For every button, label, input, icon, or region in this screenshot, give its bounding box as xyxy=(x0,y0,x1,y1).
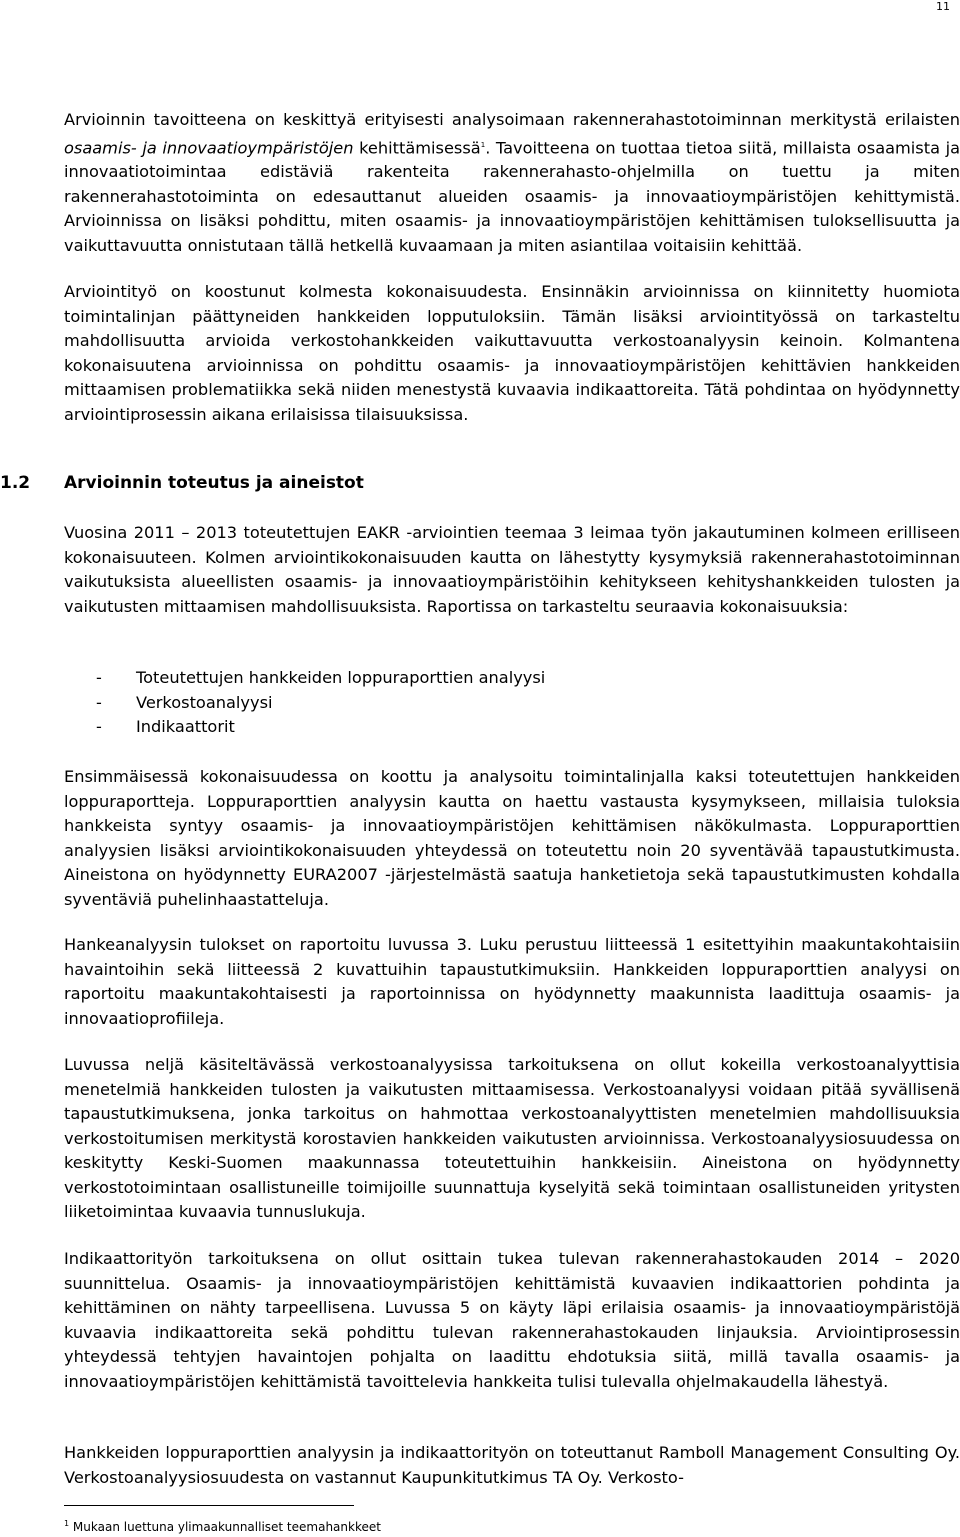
paragraph-authors: Hankkeiden loppuraporttien analyysin ja indikaattorityön on toteuttanut Ramboll Management Consulting Oy. Verkostoanalyysiosuudesta on vastannut Kaupunkitutkimus TA Oy. Verkosto- xyxy=(64,1443,960,1487)
topic-list xyxy=(64,666,545,740)
paragraph-first-part: Ensimmäisessä kokonaisuudessa on koottu ja analysoitu toimintalinjalla kaksi toteutettujen hankkeiden loppuraportteja. Loppuraporttien analyysin kautta on haettu vastausta kysymykseen, millaisia tuloksia hankkeista syntyy osaamis- ja innovaatioympäristöjen kehittämisen näkökulmasta. Loppuraporttien analyysien lisäksi arviointikokonaisuuden yhteydessä on toteutettu noin 20 syventävää tapaustutkimusta. Aineistona on hyödynnetty EURA2007 -järjestelmästä saatuja hanketietoja sekä tapaustutkimusten kohdalla syventäviä puhelinhaastatteluja. xyxy=(64,767,960,909)
list-dash: - xyxy=(96,717,102,736)
intro-text-b: kehittämisessä xyxy=(353,137,481,157)
paragraph-project-analysis: Hankeanalyysin tulokset on raportoitu luvussa 3. Luku perustuu liitteessä 1 esitettyihin maakuntakohtaisiin havaintoihin sekä liitteessä 2 kuvattuihin tapaustutkimuksiin. Hankkeiden loppuraporttien analyysi on raportoitu maakuntakohtaisesti ja raportoinnissa on hyödynnetty maakunnista laadittuja osaamis- ja innovaatioprofiileja. xyxy=(64,935,960,1028)
footnote-reference: 1 xyxy=(480,140,486,149)
intro-text-a: Arvioinnin tavoitteena on keskittyä erityisesti analysoimaan rakennerahastotoiminnan merkitystä erilaisten xyxy=(64,110,960,129)
paragraph-structure: Arviointityö on koostunut kolmesta kokonaisuudesta. Ensinnäkin arvioinnissa on kiinnitetty huomiota toimintalinjan päättyneiden hankkeiden lopputuloksiin. Tämän lisäksi arviointityössä on tarkasteltu mahdollisuutta arvioida verkostohankkeiden vaikuttavuutta verkostoanalyysin keinoin. Kolmantena kokonaisuutena arvioinnissa on pohdittu osaamis- ja innovaatioympäristöjen kehittävien hankkeiden mittaamisen problematiikka sekä niiden menestystä kuvaavia indikaattoreita. Tätä pohdintaa on hyödynnetty arviointiprosessin aikana erilaisissa tilaisuuksissa. xyxy=(64,282,960,424)
intro-text-c: . Tavoitteena on tuottaa tietoa siitä, millaista osaamista ja innovaatiotoimintaa edistäviä rakenteita rakennerahasto-ohjelmilla on tuettu ja miten rakennerahastotoiminta on edesauttanut alueiden osaamis- ja innovaatioympäristöjen kehittymistä. Arvioinnissa on lisäksi pohdittu, miten osaamis- ja innovaatioympäristöjen kehittämisen tuloksellisuutta ja vaikuttavuutta onnistutaan tällä hetkellä kuvaamaan ja miten asiantilaa voitaisiin kehittää. xyxy=(64,137,960,255)
page-number: 11 xyxy=(936,0,950,13)
footnote xyxy=(64,1519,381,1534)
list-item-text: Verkostoanalyysi xyxy=(136,692,273,712)
list-item xyxy=(64,715,545,740)
paragraph-indicators: Indikaattorityön tarkoituksena on ollut osittain tukea tulevan rakennerahastokauden 2014 – 2020 suunnittelua. Osaamis- ja innovaatioympäristöjen kehittämistä kuvaavien indikaattorien pohdinta ja kehittäminen on nähty tarpeellisena. Luvussa 5 on käyty läpi erilaisia osaamis- ja innovaatioympäristöjä kuvaavia indikaattoreita sekä pohdittu tulevan rakennerahastokauden linjauksia. Arviointiprosessin yhteydessä tehtyjen havaintojen pohjalta on laadittu ehdotuksia siitä, millä tavalla osaamis- ja innovaatioympäristöjen kehittämistä tavoittelevia hankkeita tulisi tulevalla ohjelmakaudella lähestyä. xyxy=(64,1249,960,1391)
paragraph-intro xyxy=(64,108,960,258)
intro-italic-term: osaamis- ja innovaatioympäristöjen xyxy=(64,137,354,157)
footnote-divider xyxy=(64,1505,354,1506)
footnote-number: 1 xyxy=(64,1519,70,1528)
list-item-text: Indikaattorit xyxy=(136,717,235,736)
paragraph-network-analysis: Luvussa neljä käsiteltävässä verkostoanalyysissa tarkoituksena on ollut kokeilla verkostoanalyyttisia menetelmiä hankkeiden tulosten ja vaikutusten mittaamisessa. Verkostoanalyysi voidaan pitää syvällisenä tapaustutkimuksena, jonka tarkoitus on hahmottaa verkostoanalyyttisten menetelmien mahdollisuuksia verkostoitumisen merkitystä korostavien hankkeiden vaikutusten arvioinnissa. Verkostoanalyysiosuudessa on keskitytty Keski-Suomen maakunnassa toteutettuihin hankkeisiin. Aineistona on hyödynnetty verkostotoimintaan osallistuneille toimijoille suunnattuja kyselyitä sekä toimintaan osallistuneiden yritysten liiketoimintaa kuvaavia tunnuslukuja. xyxy=(64,1055,960,1221)
list-item-text: Toteutettujen hankkeiden loppuraporttien analyysi xyxy=(136,668,546,687)
paragraph-overview: Vuosina 2011 – 2013 toteutettujen EAKR -arviointien teemaa 3 leimaa työn jakautuminen kolmeen erilliseen kokonaisuuteen. Kolmen arviointikokonaisuuden kautta on lähestytty kysymyksiä rakennerahastotoiminnan vaikutuksista alueellisten osaamis- ja innovaatioympäristöihin kehitykseen kehityshankkeiden tulosten ja vaikutusten mittaamisen mahdollisuuksista. Raportissa on tarkasteltu seuraavia kokonaisuuksia: xyxy=(64,523,960,616)
footnote-text: Mukaan luettuna ylimaakunnalliset teemahankkeet xyxy=(72,1520,381,1534)
list-item xyxy=(64,691,545,716)
list-item xyxy=(64,666,545,691)
section-number: 1.2 xyxy=(0,473,31,493)
list-dash: - xyxy=(96,692,102,712)
list-dash: - xyxy=(96,668,102,687)
section-title: Arvioinnin toteutus ja aineistot xyxy=(64,473,364,493)
